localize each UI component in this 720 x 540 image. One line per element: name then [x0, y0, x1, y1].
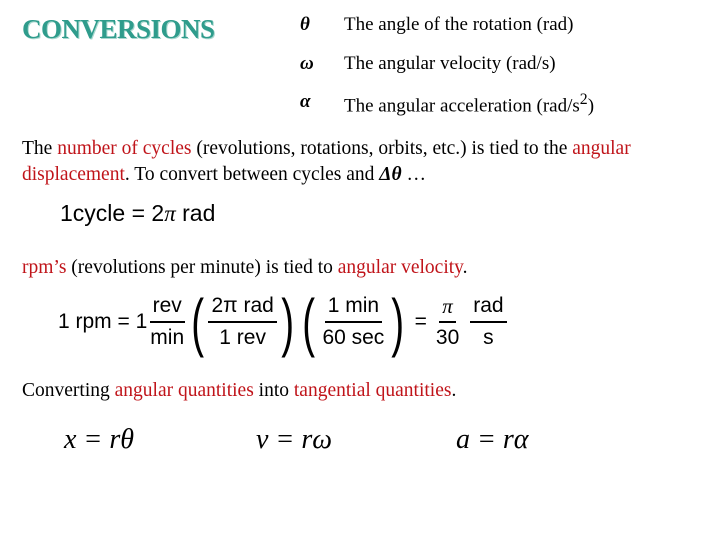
para1-text: . To convert between cycles and — [124, 164, 380, 185]
slide-title: CONVERSIONS — [22, 14, 215, 44]
symbol-alpha: α — [300, 91, 311, 112]
frac-den: 1 rev — [219, 326, 266, 349]
symbol-theta: θ — [300, 14, 310, 35]
frac-num: 1 min — [325, 291, 382, 323]
fraction-rad-per-s — [470, 291, 506, 353]
frac-den: min — [150, 326, 185, 349]
symbol-theta-description: The angle of the rotation (rad) — [344, 14, 574, 35]
symbol-omega-description: The angular velocity (rad/s) — [344, 53, 556, 74]
paren-open: ( — [191, 286, 205, 358]
equation-x-r-theta: x = rθ — [64, 424, 134, 455]
eq1-pi: π — [164, 201, 176, 226]
paragraph-cycles — [22, 136, 702, 188]
fraction-rev-per-min — [147, 291, 187, 353]
para1-text: (revolutions, rotations, orbits, etc.) is tied to the — [191, 138, 573, 159]
frac-num: rev — [150, 291, 185, 323]
para3-highlight-tangential-quantities: tangential quantities — [293, 380, 452, 401]
symbol-alpha-description — [344, 91, 594, 117]
eq2-equals: = — [414, 310, 427, 333]
equation-v-r-omega: v = rω — [256, 424, 332, 455]
equation-cycle-to-rad — [60, 200, 215, 227]
equation-a-r-alpha: a = rα — [456, 424, 529, 455]
para1-text: The — [22, 138, 58, 159]
frac-den: 30 — [435, 326, 460, 349]
para3-highlight-angular-quantities: angular quantities — [114, 380, 254, 401]
para2-highlight-angular-velocity: angular velocity — [337, 257, 463, 278]
frac-num: π — [439, 291, 456, 323]
paragraph-rpm — [22, 255, 702, 281]
alpha-desc-suffix: ) — [587, 95, 595, 117]
para3-text: into — [253, 380, 294, 401]
para1-delta-theta: Δθ — [379, 164, 402, 185]
fraction-min-per-sec — [319, 291, 387, 353]
frac-num: rad — [470, 291, 506, 323]
para1-highlight-cycles: number of cycles — [57, 138, 192, 159]
eq2-lhs: 1 rpm = 1 — [58, 310, 148, 333]
eq1-right: rad — [175, 200, 216, 226]
alpha-desc-exponent: 2 — [579, 91, 588, 108]
eq1-left: 1cycle = 2 — [60, 200, 165, 226]
paren-open: ( — [302, 286, 316, 358]
frac-den: 60 sec — [322, 326, 385, 349]
para1-highlight-displacement: angular displacement — [22, 138, 631, 185]
fraction-2pi-rad-per-rev — [208, 291, 276, 353]
para2-text: . — [462, 257, 468, 278]
frac-num: 2π rad — [208, 291, 276, 323]
equation-rpm-conversion — [58, 286, 507, 358]
frac-den: s — [483, 326, 494, 349]
symbol-omega: ω — [300, 53, 314, 74]
para1-text: … — [401, 164, 427, 185]
para3-text: . — [451, 380, 457, 401]
para2-text: (revolutions per minute) is tied to — [66, 257, 338, 278]
paren-close: ) — [391, 286, 405, 358]
paren-close: ) — [281, 286, 294, 358]
alpha-desc-prefix: The angular acceleration (rad/s — [344, 95, 580, 117]
paragraph-tangential — [22, 378, 702, 404]
para3-text: Converting — [22, 380, 115, 401]
fraction-pi-over-30 — [433, 291, 462, 353]
para2-highlight-rpm: rpm’s — [22, 257, 67, 278]
